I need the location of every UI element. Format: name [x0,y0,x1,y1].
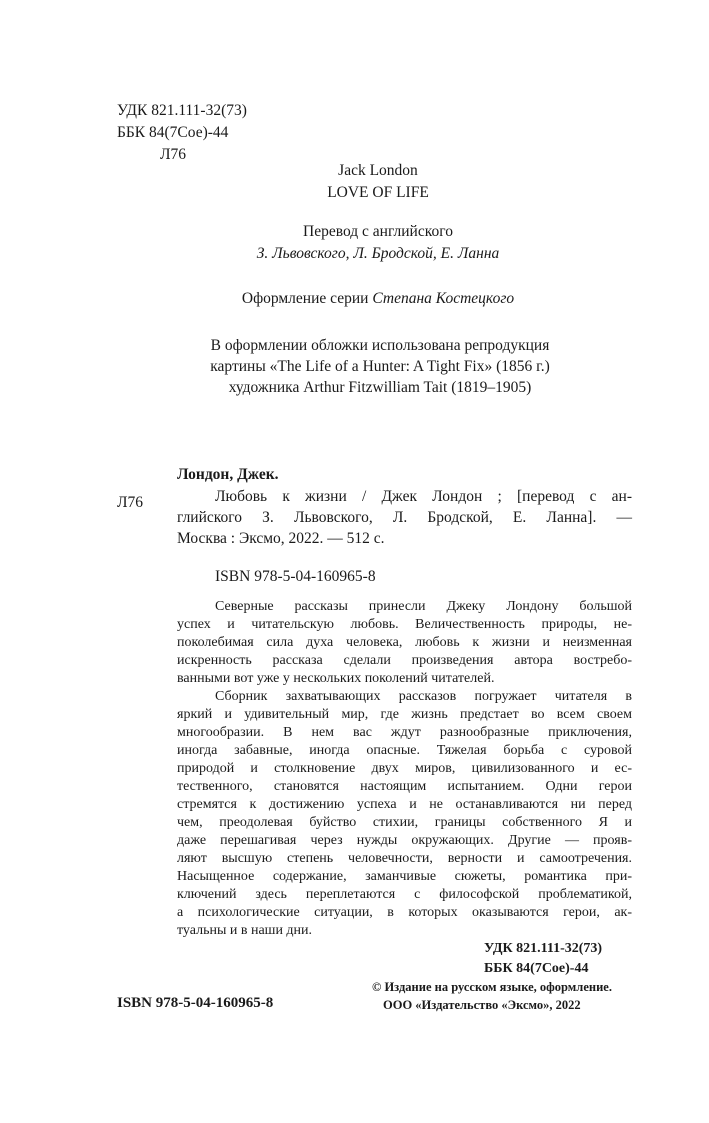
bibliographic-record [177,486,632,549]
annotation-line: тественного, становятся настоящим испытанием. Одни герои [177,779,632,794]
footer-bbk: ББК 84(7Сое)-44 [484,961,589,976]
annotation-line: чем, преодолевая буйство стихии, границы собственного Я и [177,815,632,830]
bib-line: Москва : Эксмо, 2022. — 512 с. [177,530,385,547]
footer-isbn: ISBN 978-5-04-160965-8 [117,995,274,1011]
annotation [177,598,632,940]
annotation-line: многообразии. В нем вас ждут разнообразные приключения, [177,725,632,740]
translation-label: Перевод с английского [303,223,453,240]
series-design-prefix: Оформление серии [241,290,369,307]
udk-code: УДК 821.111-32(73) [117,102,247,119]
annotation-line: яркий и удивительный мир, где жизнь предстает во всем своем [177,707,632,722]
annotation-line: ляют высшую степень человечности, верности и самоотречения. [177,851,632,866]
annotation-line: иногда забавные, иногда опасные. Тяжелая борьба с суровой [177,743,632,758]
annotation-line: поколебимая сила духа человека, любовь к жизни и неизменная [177,635,632,650]
bib-line: глийского З. Львовского, Л. Бродской, Е. Ланна]. — [177,509,632,526]
cover-note-line: картины «The Life of a Hunter: A Tight Fix» (1856 г.) [210,358,550,375]
translators: З. Львовского, Л. Бродской, Е. Ланна [256,245,500,262]
annotation-line: Северные рассказы принесли Джеку Лондону большой [215,599,632,614]
catalog-isbn: ISBN 978-5-04-160965-8 [215,568,376,585]
annotation-line: Насыщенное содержание, заманчивые сюжеты, романтика при- [177,869,632,884]
bbk-code: ББК 84(7Сое)-44 [117,124,229,141]
annotation-line: даже перешагивая через нужды окружающих. Другие — прояв- [177,833,632,848]
bib-line: Любовь к жизни / Джек Лондон ; [перевод с ан- [215,488,632,505]
annotation-line: природой и столкновение двух миров, цивилизованного и ес- [177,761,632,776]
annotation-line: успех и читательскую любовь. Величественность природы, не- [177,617,632,632]
original-author: Jack London [338,162,418,179]
publisher-line: ООО «Издательство «Эксмо», 2022 [383,998,581,1012]
annotation-line: а психологические ситуации, в которых оказываются герои, ак- [177,905,632,920]
annotation-line: Сборник захватывающих рассказов погружает читателя в [215,689,632,704]
annotation-line: туальны и в наши дни. [177,923,313,938]
cover-note-line: художника Arthur Fitzwilliam Tait (1819–1905) [228,379,532,396]
original-title: LOVE OF LIFE [327,184,429,201]
footer-udk: УДК 821.111-32(73) [484,941,603,956]
catalog-code: Л76 [117,494,144,511]
annotation-line: стремятся к достижению успеха и не останавливаются ни перед [177,797,632,812]
cover-note [100,335,660,398]
cover-note-line: В оформлении обложки использована репродукция [210,337,550,354]
author-mark: Л76 [160,146,187,163]
annotation-line: ванными вот уже у нескольких поколений читателей. [177,671,495,686]
catalog-author: Лондон, Джек. [177,466,279,483]
annotation-line: ключений здесь переплетаются с философской проблематикой, [177,887,632,902]
annotation-line: искренность рассказа сделали произведения автора востребо- [177,653,632,668]
copyright-line: © Издание на русском языке, оформление. [372,980,612,994]
series-design-credit [158,288,598,309]
series-designer: Степана Костецкого [372,290,515,307]
